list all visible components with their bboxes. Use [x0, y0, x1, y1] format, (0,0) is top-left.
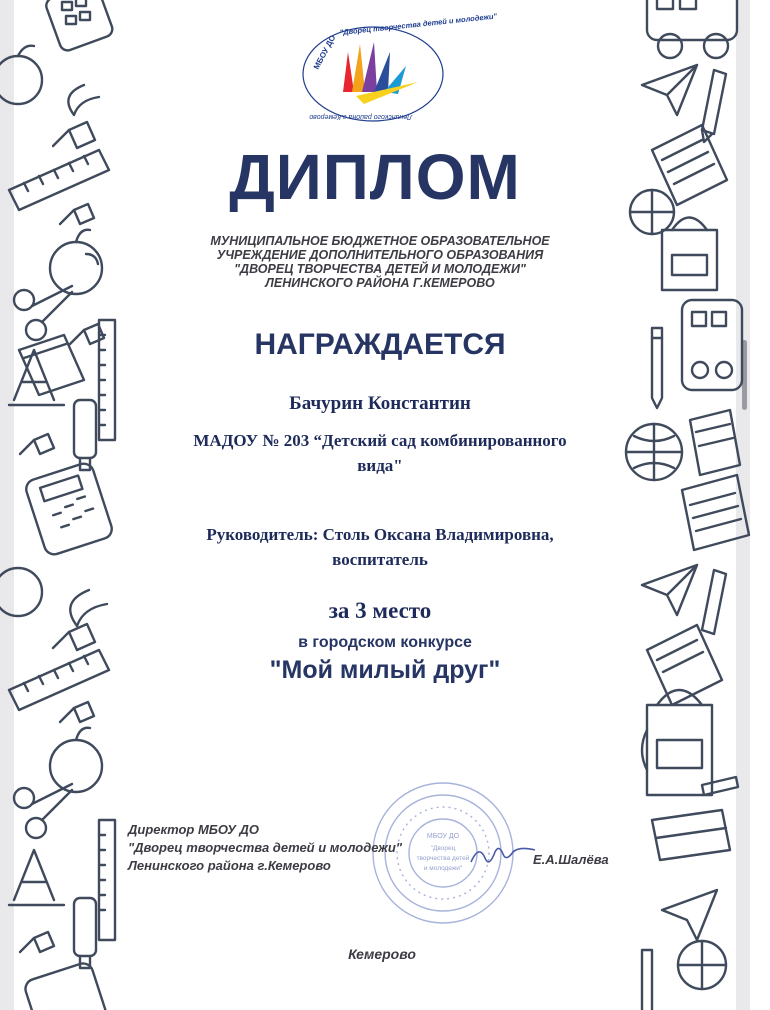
svg-text:"Дворец творчества детей и мол: "Дворец творчества детей и молодежи" [339, 11, 498, 37]
leader-info [150, 522, 610, 572]
svg-text:Ленинского района г.Кемерово: Ленинского района г.Кемерово [309, 113, 412, 120]
leader-line: воспитатель [332, 550, 428, 569]
svg-text:"Дворец: "Дворец [430, 845, 456, 852]
organization-name [170, 234, 590, 290]
scissors-icon [14, 784, 72, 838]
signer-line: Директор МБОУ ДО [128, 822, 260, 837]
institution-line: вида" [357, 456, 403, 475]
organization-line: УЧРЕЖДЕНИЕ ДОПОЛНИТЕЛЬНОГО ОБРАЗОВАНИЯ [216, 248, 544, 262]
logo-flame-icon [343, 42, 418, 104]
calculator-icon [24, 461, 115, 557]
contest-name: "Мой милый друг" [269, 656, 501, 684]
apple-icon [50, 230, 102, 294]
marker-icon [702, 777, 738, 795]
paper-plane-icon [662, 890, 717, 940]
school-bus-icon [647, 0, 737, 58]
book-icon [652, 810, 730, 860]
ruler-icon [99, 820, 115, 940]
organization-line: "ДВОРЕЦ ТВОРЧЕСТВА ДЕТЕЙ И МОЛОДЕЖИ" [234, 262, 526, 276]
globe-icon [626, 424, 682, 480]
svg-text:творчества детей: творчества детей [416, 855, 470, 862]
organization-logo [298, 11, 498, 126]
institution-name [150, 428, 610, 478]
letter-a-icon [9, 850, 64, 905]
svg-text:и молодежи": и молодежи" [423, 865, 463, 872]
signer-line: Ленинского района г.Кемерово [128, 858, 331, 873]
award-heading: НАГРАЖДАЕТСЯ [254, 328, 506, 361]
handwritten-signature [468, 842, 538, 872]
backpack-icon [642, 690, 712, 795]
notebook-icon [690, 410, 740, 475]
paper-plane-icon [642, 65, 697, 115]
calculator-icon [23, 961, 111, 1010]
logo-ring-text: МБОУ ДО [311, 33, 338, 71]
pushpin-icon [60, 702, 94, 722]
organization-line: ЛЕНИНСКОГО РАЙОНА Г.КЕМЕРОВО [265, 276, 495, 290]
signer-title [128, 821, 448, 875]
city-name: Кемерово [348, 946, 416, 962]
institution-line: МАДОУ № 203 “Детский сад комбинированного [193, 431, 567, 450]
contest-line: в городском конкурсе [298, 634, 472, 651]
apple-icon [50, 728, 102, 792]
calculator-icon [44, 0, 114, 53]
organization-line: МУНИЦИПАЛЬНОЕ БЮДЖЕТНОЕ ОБРАЗОВАТЕЛЬНОЕ [210, 234, 550, 248]
signer-name: Е.А.Шалёва [533, 852, 609, 867]
recipient-name: Бачурин Константин [289, 393, 471, 414]
backpack-icon [662, 218, 717, 291]
diploma-title: ДИПЛОМ [229, 141, 521, 213]
place-awarded: за 3 место [328, 598, 432, 623]
svg-text:МБОУ ДО: МБОУ ДО [426, 833, 460, 840]
signer-line: "Дворец творчества детей и молодежи" [128, 840, 402, 855]
banana-icon [68, 85, 99, 115]
leader-line: Руководитель: Столь Оксана Владимировна, [206, 525, 554, 544]
pushpin-icon [20, 434, 54, 454]
